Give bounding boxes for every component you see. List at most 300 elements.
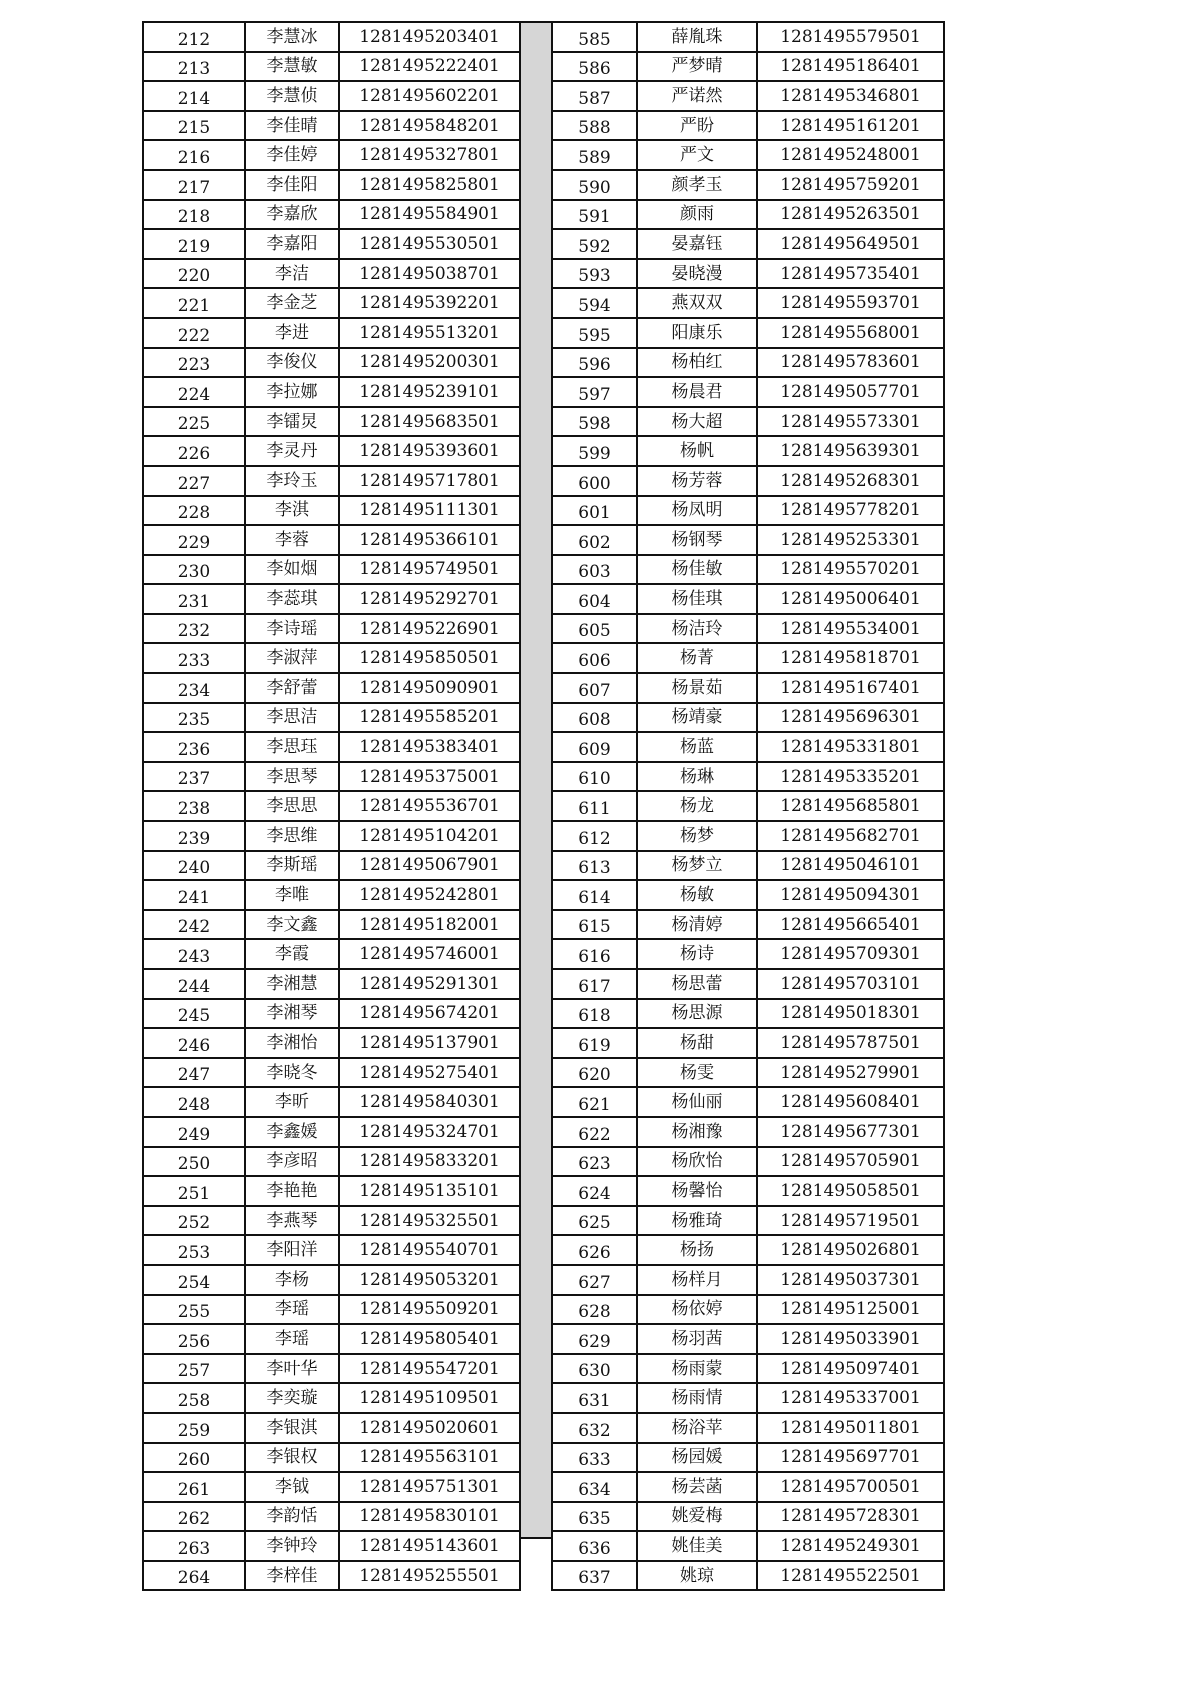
row-number-cell: 256: [143, 1324, 245, 1354]
row-number-cell: 610: [552, 762, 637, 792]
row-number-cell: 254: [143, 1265, 245, 1295]
exam-id-cell: 1281495275401: [339, 1058, 520, 1088]
student-name-cell: 严诺然: [637, 81, 757, 111]
exam-id-cell: 1281495683501: [339, 407, 520, 437]
student-name-cell: 李唯: [245, 880, 339, 910]
student-name-cell: 颜孝玉: [637, 170, 757, 200]
table-row: [552, 910, 944, 940]
row-number-cell: 225: [143, 407, 245, 437]
student-name-cell: 杨仙丽: [637, 1087, 757, 1117]
student-name-cell: 李晓冬: [245, 1058, 339, 1088]
table-row: [143, 1295, 520, 1325]
exam-id-cell: 1281495513201: [339, 318, 520, 348]
exam-id-cell: 1281495327801: [339, 140, 520, 170]
exam-id-cell: 1281495735401: [757, 259, 944, 289]
exam-id-cell: 1281495366101: [339, 525, 520, 555]
exam-id-cell: 1281495534001: [757, 614, 944, 644]
student-name-cell: 李霞: [245, 939, 339, 969]
row-number-cell: 229: [143, 525, 245, 555]
table-row: [552, 1265, 944, 1295]
row-number-cell: 614: [552, 880, 637, 910]
row-number-cell: 599: [552, 436, 637, 466]
exam-id-cell: 1281495392201: [339, 288, 520, 318]
row-number-cell: 617: [552, 969, 637, 999]
table-row: [552, 1147, 944, 1177]
student-name-cell: 杨帆: [637, 436, 757, 466]
student-name-cell: 杨靖豪: [637, 703, 757, 733]
table-row: [143, 1354, 520, 1384]
exam-id-cell: 1281495279901: [757, 1058, 944, 1088]
table-row: [552, 1028, 944, 1058]
exam-id-cell: 1281495222401: [339, 52, 520, 82]
row-number-cell: 637: [552, 1561, 637, 1591]
table-row: [143, 673, 520, 703]
exam-id-cell: 1281495383401: [339, 732, 520, 762]
row-number-cell: 258: [143, 1383, 245, 1413]
exam-id-cell: 1281495719501: [757, 1206, 944, 1236]
table-row: [143, 259, 520, 289]
row-number-cell: 627: [552, 1265, 637, 1295]
table-row: [143, 1413, 520, 1443]
table-row: [143, 377, 520, 407]
exam-id-cell: 1281495833201: [339, 1147, 520, 1177]
exam-id-cell: 1281495097401: [757, 1354, 944, 1384]
exam-id-cell: 1281495242801: [339, 880, 520, 910]
row-number-cell: 244: [143, 969, 245, 999]
row-number-cell: 613: [552, 851, 637, 881]
table-row: [552, 200, 944, 230]
table-row: [552, 436, 944, 466]
exam-id-cell: 1281495570201: [757, 555, 944, 585]
row-number-cell: 588: [552, 111, 637, 141]
row-number-cell: 245: [143, 999, 245, 1029]
student-name-cell: 李佳晴: [245, 111, 339, 141]
row-number-cell: 235: [143, 703, 245, 733]
table-row: [552, 643, 944, 673]
exam-id-cell: 1281495011801: [757, 1413, 944, 1443]
exam-id-cell: 1281495705901: [757, 1147, 944, 1177]
student-name-cell: 李洁: [245, 259, 339, 289]
exam-id-cell: 1281495226901: [339, 614, 520, 644]
table-row: [143, 1087, 520, 1117]
exam-id-cell: 1281495584901: [339, 200, 520, 230]
row-number-cell: 604: [552, 584, 637, 614]
table-row: [552, 1383, 944, 1413]
exam-id-cell: 1281495818701: [757, 643, 944, 673]
table-row: [143, 1502, 520, 1532]
exam-id-cell: 1281495337001: [757, 1383, 944, 1413]
row-number-cell: 213: [143, 52, 245, 82]
row-number-cell: 220: [143, 259, 245, 289]
exam-id-cell: 1281495393601: [339, 436, 520, 466]
table-row: [552, 673, 944, 703]
student-name-cell: 李钟玲: [245, 1531, 339, 1561]
row-number-cell: 261: [143, 1472, 245, 1502]
row-number-cell: 234: [143, 673, 245, 703]
table-row: [552, 318, 944, 348]
student-name-cell: 李淑萍: [245, 643, 339, 673]
exam-id-cell: 1281495530501: [339, 229, 520, 259]
table-row: [552, 880, 944, 910]
row-number-cell: 248: [143, 1087, 245, 1117]
table-row: [143, 1265, 520, 1295]
row-number-cell: 260: [143, 1443, 245, 1473]
table-row: [143, 52, 520, 82]
row-number-cell: 215: [143, 111, 245, 141]
student-name-cell: 李鑫媛: [245, 1117, 339, 1147]
table-row: [143, 791, 520, 821]
table-row: [143, 525, 520, 555]
row-number-cell: 224: [143, 377, 245, 407]
table-row: [552, 1324, 944, 1354]
table-row: [143, 1206, 520, 1236]
exam-id-cell: 1281495135101: [339, 1176, 520, 1206]
table-row: [143, 1443, 520, 1473]
table-row: [552, 584, 944, 614]
student-name-cell: 李梓佳: [245, 1561, 339, 1591]
roster-sheet: [142, 21, 945, 1589]
row-number-cell: 603: [552, 555, 637, 585]
row-number-cell: 609: [552, 732, 637, 762]
student-name-cell: 李斯瑶: [245, 851, 339, 881]
row-number-cell: 247: [143, 1058, 245, 1088]
student-name-cell: 晏嘉钰: [637, 229, 757, 259]
exam-id-cell: 1281495830101: [339, 1502, 520, 1532]
student-name-cell: 杨思源: [637, 999, 757, 1029]
row-number-cell: 636: [552, 1531, 637, 1561]
student-name-cell: 李阳洋: [245, 1235, 339, 1265]
student-name-cell: 杨龙: [637, 791, 757, 821]
row-number-cell: 257: [143, 1354, 245, 1384]
exam-id-cell: 1281495751301: [339, 1472, 520, 1502]
table-row: [552, 170, 944, 200]
row-number-cell: 590: [552, 170, 637, 200]
row-number-cell: 626: [552, 1235, 637, 1265]
row-number-cell: 618: [552, 999, 637, 1029]
exam-id-cell: 1281495649501: [757, 229, 944, 259]
student-name-cell: 杨晨君: [637, 377, 757, 407]
student-name-cell: 李思琴: [245, 762, 339, 792]
row-number-cell: 592: [552, 229, 637, 259]
exam-id-cell: 1281495292701: [339, 584, 520, 614]
table-row: [552, 466, 944, 496]
row-number-cell: 233: [143, 643, 245, 673]
student-name-cell: 李诗瑶: [245, 614, 339, 644]
exam-id-cell: 1281495547201: [339, 1354, 520, 1384]
table-row: [143, 1058, 520, 1088]
table-row: [143, 643, 520, 673]
student-name-cell: 阳康乐: [637, 318, 757, 348]
student-name-cell: 李湘怡: [245, 1028, 339, 1058]
row-number-cell: 249: [143, 1117, 245, 1147]
exam-id-cell: 1281495255501: [339, 1561, 520, 1591]
table-row: [143, 1235, 520, 1265]
row-number-cell: 612: [552, 821, 637, 851]
row-number-cell: 605: [552, 614, 637, 644]
student-name-cell: 杨样月: [637, 1265, 757, 1295]
exam-id-cell: 1281495324701: [339, 1117, 520, 1147]
exam-id-cell: 1281495018301: [757, 999, 944, 1029]
exam-id-cell: 1281495020601: [339, 1413, 520, 1443]
table-row: [552, 407, 944, 437]
table-row: [552, 1295, 944, 1325]
exam-id-cell: 1281495111301: [339, 496, 520, 526]
exam-id-cell: 1281495057701: [757, 377, 944, 407]
row-number-cell: 628: [552, 1295, 637, 1325]
exam-id-cell: 1281495787501: [757, 1028, 944, 1058]
row-number-cell: 250: [143, 1147, 245, 1177]
student-name-cell: 李钺: [245, 1472, 339, 1502]
table-row: [552, 1472, 944, 1502]
student-name-cell: 杨蓝: [637, 732, 757, 762]
row-number-cell: 243: [143, 939, 245, 969]
student-name-cell: 李银权: [245, 1443, 339, 1473]
table-row: [143, 288, 520, 318]
exam-id-cell: 1281495161201: [757, 111, 944, 141]
table-row: [552, 969, 944, 999]
student-name-cell: 李杨: [245, 1265, 339, 1295]
student-name-cell: 李舒蕾: [245, 673, 339, 703]
student-name-cell: 杨芸菡: [637, 1472, 757, 1502]
row-number-cell: 263: [143, 1531, 245, 1561]
table-row: [143, 466, 520, 496]
exam-id-cell: 1281495167401: [757, 673, 944, 703]
exam-id-cell: 1281495697701: [757, 1443, 944, 1473]
student-name-cell: 李韵恬: [245, 1502, 339, 1532]
exam-id-cell: 1281495200301: [339, 348, 520, 378]
table-row: [143, 584, 520, 614]
exam-id-cell: 1281495186401: [757, 52, 944, 82]
roster-table-left: [142, 21, 521, 1591]
student-name-cell: 李佳阳: [245, 170, 339, 200]
table-row: [143, 1472, 520, 1502]
exam-id-cell: 1281495540701: [339, 1235, 520, 1265]
row-number-cell: 630: [552, 1354, 637, 1384]
exam-id-cell: 1281495058501: [757, 1176, 944, 1206]
row-number-cell: 616: [552, 939, 637, 969]
row-number-cell: 219: [143, 229, 245, 259]
table-row: [143, 1176, 520, 1206]
student-name-cell: 杨景茹: [637, 673, 757, 703]
exam-id-cell: 1281495579501: [757, 22, 944, 52]
exam-id-cell: 1281495509201: [339, 1295, 520, 1325]
row-number-cell: 222: [143, 318, 245, 348]
table-row: [143, 910, 520, 940]
row-number-cell: 621: [552, 1087, 637, 1117]
row-number-cell: 255: [143, 1295, 245, 1325]
exam-id-cell: 1281495746001: [339, 939, 520, 969]
row-number-cell: 262: [143, 1502, 245, 1532]
table-row: [143, 22, 520, 52]
student-name-cell: 杨羽茜: [637, 1324, 757, 1354]
student-name-cell: 李思思: [245, 791, 339, 821]
table-row: [143, 318, 520, 348]
student-name-cell: 杨雨蒙: [637, 1354, 757, 1384]
row-number-cell: 212: [143, 22, 245, 52]
exam-id-cell: 1281495696301: [757, 703, 944, 733]
exam-id-cell: 1281495248001: [757, 140, 944, 170]
exam-id-cell: 1281495717801: [339, 466, 520, 496]
exam-id-cell: 1281495346801: [757, 81, 944, 111]
table-row: [143, 111, 520, 141]
row-number-cell: 238: [143, 791, 245, 821]
exam-id-cell: 1281495608401: [757, 1087, 944, 1117]
table-row: [552, 939, 944, 969]
table-row: [552, 1413, 944, 1443]
table-row: [552, 52, 944, 82]
student-name-cell: 李思珏: [245, 732, 339, 762]
table-row: [552, 762, 944, 792]
row-number-cell: 615: [552, 910, 637, 940]
row-number-cell: 252: [143, 1206, 245, 1236]
row-number-cell: 635: [552, 1502, 637, 1532]
student-name-cell: 杨雅琦: [637, 1206, 757, 1236]
row-number-cell: 594: [552, 288, 637, 318]
table-row: [552, 1058, 944, 1088]
student-name-cell: 杨佳琪: [637, 584, 757, 614]
row-number-cell: 216: [143, 140, 245, 170]
table-row: [143, 851, 520, 881]
student-name-cell: 李如烟: [245, 555, 339, 585]
student-name-cell: 李淇: [245, 496, 339, 526]
table-row: [143, 1147, 520, 1177]
student-name-cell: 李叶华: [245, 1354, 339, 1384]
table-row: [143, 1383, 520, 1413]
exam-id-cell: 1281495268301: [757, 466, 944, 496]
table-row: [143, 407, 520, 437]
exam-id-cell: 1281495375001: [339, 762, 520, 792]
student-name-cell: 杨梦立: [637, 851, 757, 881]
row-number-cell: 597: [552, 377, 637, 407]
student-name-cell: 李俊仪: [245, 348, 339, 378]
table-row: [143, 140, 520, 170]
table-row: [552, 851, 944, 881]
row-number-cell: 589: [552, 140, 637, 170]
table-row: [552, 377, 944, 407]
exam-id-cell: 1281495639301: [757, 436, 944, 466]
exam-id-cell: 1281495325501: [339, 1206, 520, 1236]
student-name-cell: 杨雨情: [637, 1383, 757, 1413]
table-row: [552, 259, 944, 289]
student-name-cell: 李金芝: [245, 288, 339, 318]
student-name-cell: 严文: [637, 140, 757, 170]
table-row: [143, 1028, 520, 1058]
table-row: [552, 1531, 944, 1561]
exam-id-cell: 1281495249301: [757, 1531, 944, 1561]
table-row: [143, 348, 520, 378]
student-name-cell: 李嘉欣: [245, 200, 339, 230]
exam-id-cell: 1281495709301: [757, 939, 944, 969]
roster-table-left-body: [143, 22, 520, 1590]
row-number-cell: 230: [143, 555, 245, 585]
table-row: [552, 229, 944, 259]
table-row: [143, 821, 520, 851]
student-name-cell: 杨浴苹: [637, 1413, 757, 1443]
student-name-cell: 杨大超: [637, 407, 757, 437]
row-number-cell: 240: [143, 851, 245, 881]
row-number-cell: 596: [552, 348, 637, 378]
row-number-cell: 629: [552, 1324, 637, 1354]
exam-id-cell: 1281495263501: [757, 200, 944, 230]
table-row: [552, 81, 944, 111]
row-number-cell: 632: [552, 1413, 637, 1443]
table-row: [143, 229, 520, 259]
exam-id-cell: 1281495182001: [339, 910, 520, 940]
table-row: [143, 969, 520, 999]
row-number-cell: 624: [552, 1176, 637, 1206]
row-number-cell: 606: [552, 643, 637, 673]
table-row: [143, 762, 520, 792]
row-number-cell: 232: [143, 614, 245, 644]
exam-id-cell: 1281495203401: [339, 22, 520, 52]
row-number-cell: 620: [552, 1058, 637, 1088]
student-name-cell: 李进: [245, 318, 339, 348]
table-row: [143, 703, 520, 733]
table-row: [143, 732, 520, 762]
row-number-cell: 625: [552, 1206, 637, 1236]
row-number-cell: 228: [143, 496, 245, 526]
student-name-cell: 李文鑫: [245, 910, 339, 940]
table-row: [552, 1235, 944, 1265]
table-row: [552, 732, 944, 762]
table-row: [143, 200, 520, 230]
student-name-cell: 李镭炅: [245, 407, 339, 437]
exam-id-cell: 1281495335201: [757, 762, 944, 792]
row-number-cell: 264: [143, 1561, 245, 1591]
student-name-cell: 杨思蕾: [637, 969, 757, 999]
student-name-cell: 杨芳蓉: [637, 466, 757, 496]
table-row: [552, 614, 944, 644]
table-row: [143, 81, 520, 111]
student-name-cell: 李湘琴: [245, 999, 339, 1029]
table-row: [552, 1354, 944, 1384]
table-row: [552, 1561, 944, 1591]
table-row: [552, 1176, 944, 1206]
row-number-cell: 611: [552, 791, 637, 821]
table-row: [552, 22, 944, 52]
row-number-cell: 231: [143, 584, 245, 614]
table-row: [143, 880, 520, 910]
row-number-cell: 237: [143, 762, 245, 792]
row-number-cell: 622: [552, 1117, 637, 1147]
exam-id-cell: 1281495033901: [757, 1324, 944, 1354]
student-name-cell: 杨扬: [637, 1235, 757, 1265]
student-name-cell: 李思洁: [245, 703, 339, 733]
exam-id-cell: 1281495125001: [757, 1295, 944, 1325]
exam-id-cell: 1281495094301: [757, 880, 944, 910]
table-row: [143, 1561, 520, 1591]
student-name-cell: 姚佳美: [637, 1531, 757, 1561]
row-number-cell: 239: [143, 821, 245, 851]
row-number-cell: 241: [143, 880, 245, 910]
row-number-cell: 236: [143, 732, 245, 762]
student-name-cell: 杨馨怡: [637, 1176, 757, 1206]
student-name-cell: 李慧侦: [245, 81, 339, 111]
row-number-cell: 600: [552, 466, 637, 496]
student-name-cell: 杨菁: [637, 643, 757, 673]
exam-id-cell: 1281495850501: [339, 643, 520, 673]
exam-id-cell: 1281495805401: [339, 1324, 520, 1354]
row-number-cell: 591: [552, 200, 637, 230]
student-name-cell: 燕双双: [637, 288, 757, 318]
student-name-cell: 颜雨: [637, 200, 757, 230]
student-name-cell: 李蓉: [245, 525, 339, 555]
exam-id-cell: 1281495665401: [757, 910, 944, 940]
row-number-cell: 595: [552, 318, 637, 348]
exam-id-cell: 1281495109501: [339, 1383, 520, 1413]
exam-id-cell: 1281495783601: [757, 348, 944, 378]
row-number-cell: 226: [143, 436, 245, 466]
